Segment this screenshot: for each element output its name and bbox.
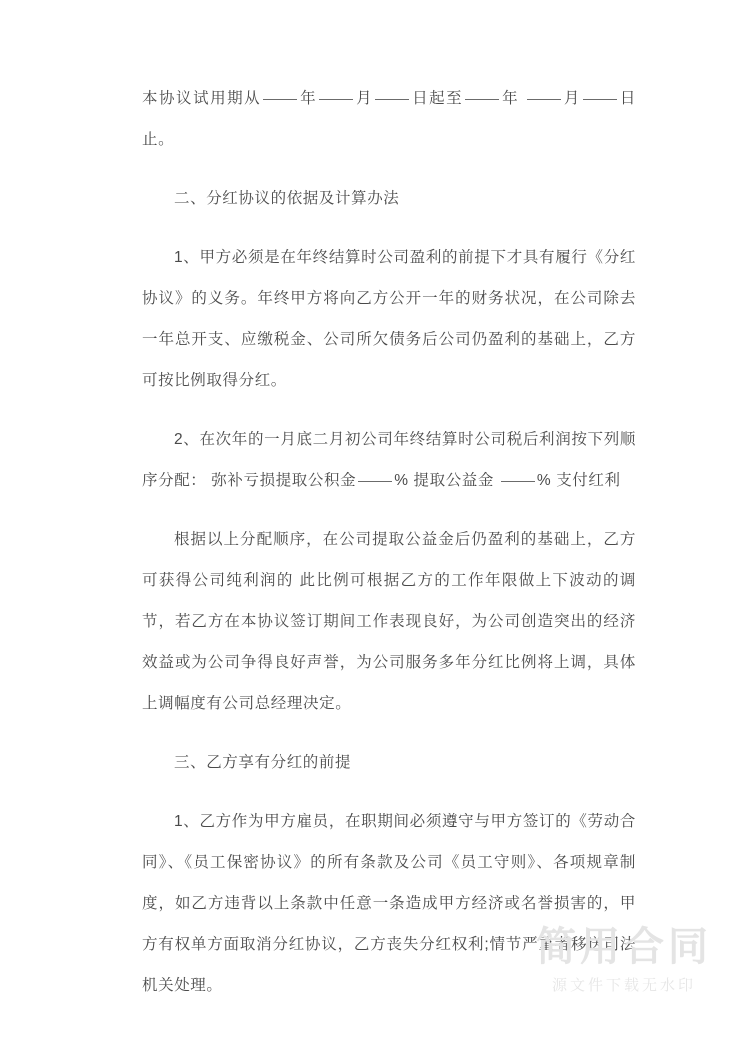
text-run: 月	[355, 90, 374, 107]
fill-in-blank[interactable]	[358, 481, 392, 482]
text-run: 年	[501, 90, 525, 107]
text-run: 本协议试用期从	[142, 90, 262, 107]
text-run: 1、乙方作为甲方雇员，在职期间必须遵守与甲方签订的《劳动合同》、《员工保密协议》的所有条款及公司《员工守则》、各项规章制度，如乙方违背以上条款中任意一条造成甲方经济或名誉损害的，甲方有权单方面取消分红协议，乙方丧失分红权利;情节严重者移送司法机关处理。	[142, 813, 636, 994]
text-run: % 支付红利	[536, 472, 621, 489]
text-run: 二、分红协议的依据及计算办法	[174, 190, 400, 207]
text-run: % 提取公益金	[394, 472, 499, 489]
text-run: 日起至	[411, 90, 464, 107]
text-run: 三、乙方享有分红的前提	[174, 754, 352, 771]
text-run: 1、甲方必须是在年终结算时公司盈利的前提下才具有履行《分红协议》的义务。年终甲方将向乙方公开一年的财务状况，在公司除去一年总开支、应缴税金、公司所欠债务后公司仍盈利的基础上，乙方可按比例取得分红。	[142, 249, 636, 389]
fill-in-blank[interactable]	[465, 99, 499, 100]
watermark-sub-text: 源文件下载无水印	[551, 977, 696, 994]
paragraph-section-two-heading	[142, 178, 636, 219]
text-run: 年	[299, 90, 318, 107]
paragraph-clause-3-1	[142, 801, 636, 1006]
watermark-main-text: 简用合同	[536, 925, 712, 969]
fill-in-blank[interactable]	[527, 99, 561, 100]
fill-in-blank[interactable]	[583, 99, 617, 100]
paragraph-section-three-heading	[142, 742, 636, 783]
paragraph-clause-2-1	[142, 237, 636, 401]
paragraph-clause-2-2	[142, 419, 636, 501]
text-run: 日止。	[142, 90, 636, 148]
paragraph-trial-period	[142, 78, 636, 160]
paragraph-clause-2-3	[142, 519, 636, 724]
text-run: 月	[562, 90, 581, 107]
text-run: 2、在次年的一月底二月初公司年终结算时公司税后利润按下列顺序分配： 弥补亏损提取公积金	[142, 431, 636, 489]
fill-in-blank[interactable]	[319, 99, 353, 100]
fill-in-blank[interactable]	[375, 99, 409, 100]
fill-in-blank[interactable]	[263, 99, 297, 100]
fill-in-blank[interactable]	[501, 481, 535, 482]
text-run: 根据以上分配顺序，在公司提取公益金后仍盈利的基础上，乙方可获得公司纯利润的 此比例可根据乙方的工作年限做上下波动的调节，若乙方在本协议签订期间工作表现良好，为公司创造突出的经济效益或为公司争得良好声誉，为公司服务多年分红比例将上调，具体上调幅度有公司总经理决定。	[142, 531, 636, 712]
document-body	[142, 78, 636, 1006]
